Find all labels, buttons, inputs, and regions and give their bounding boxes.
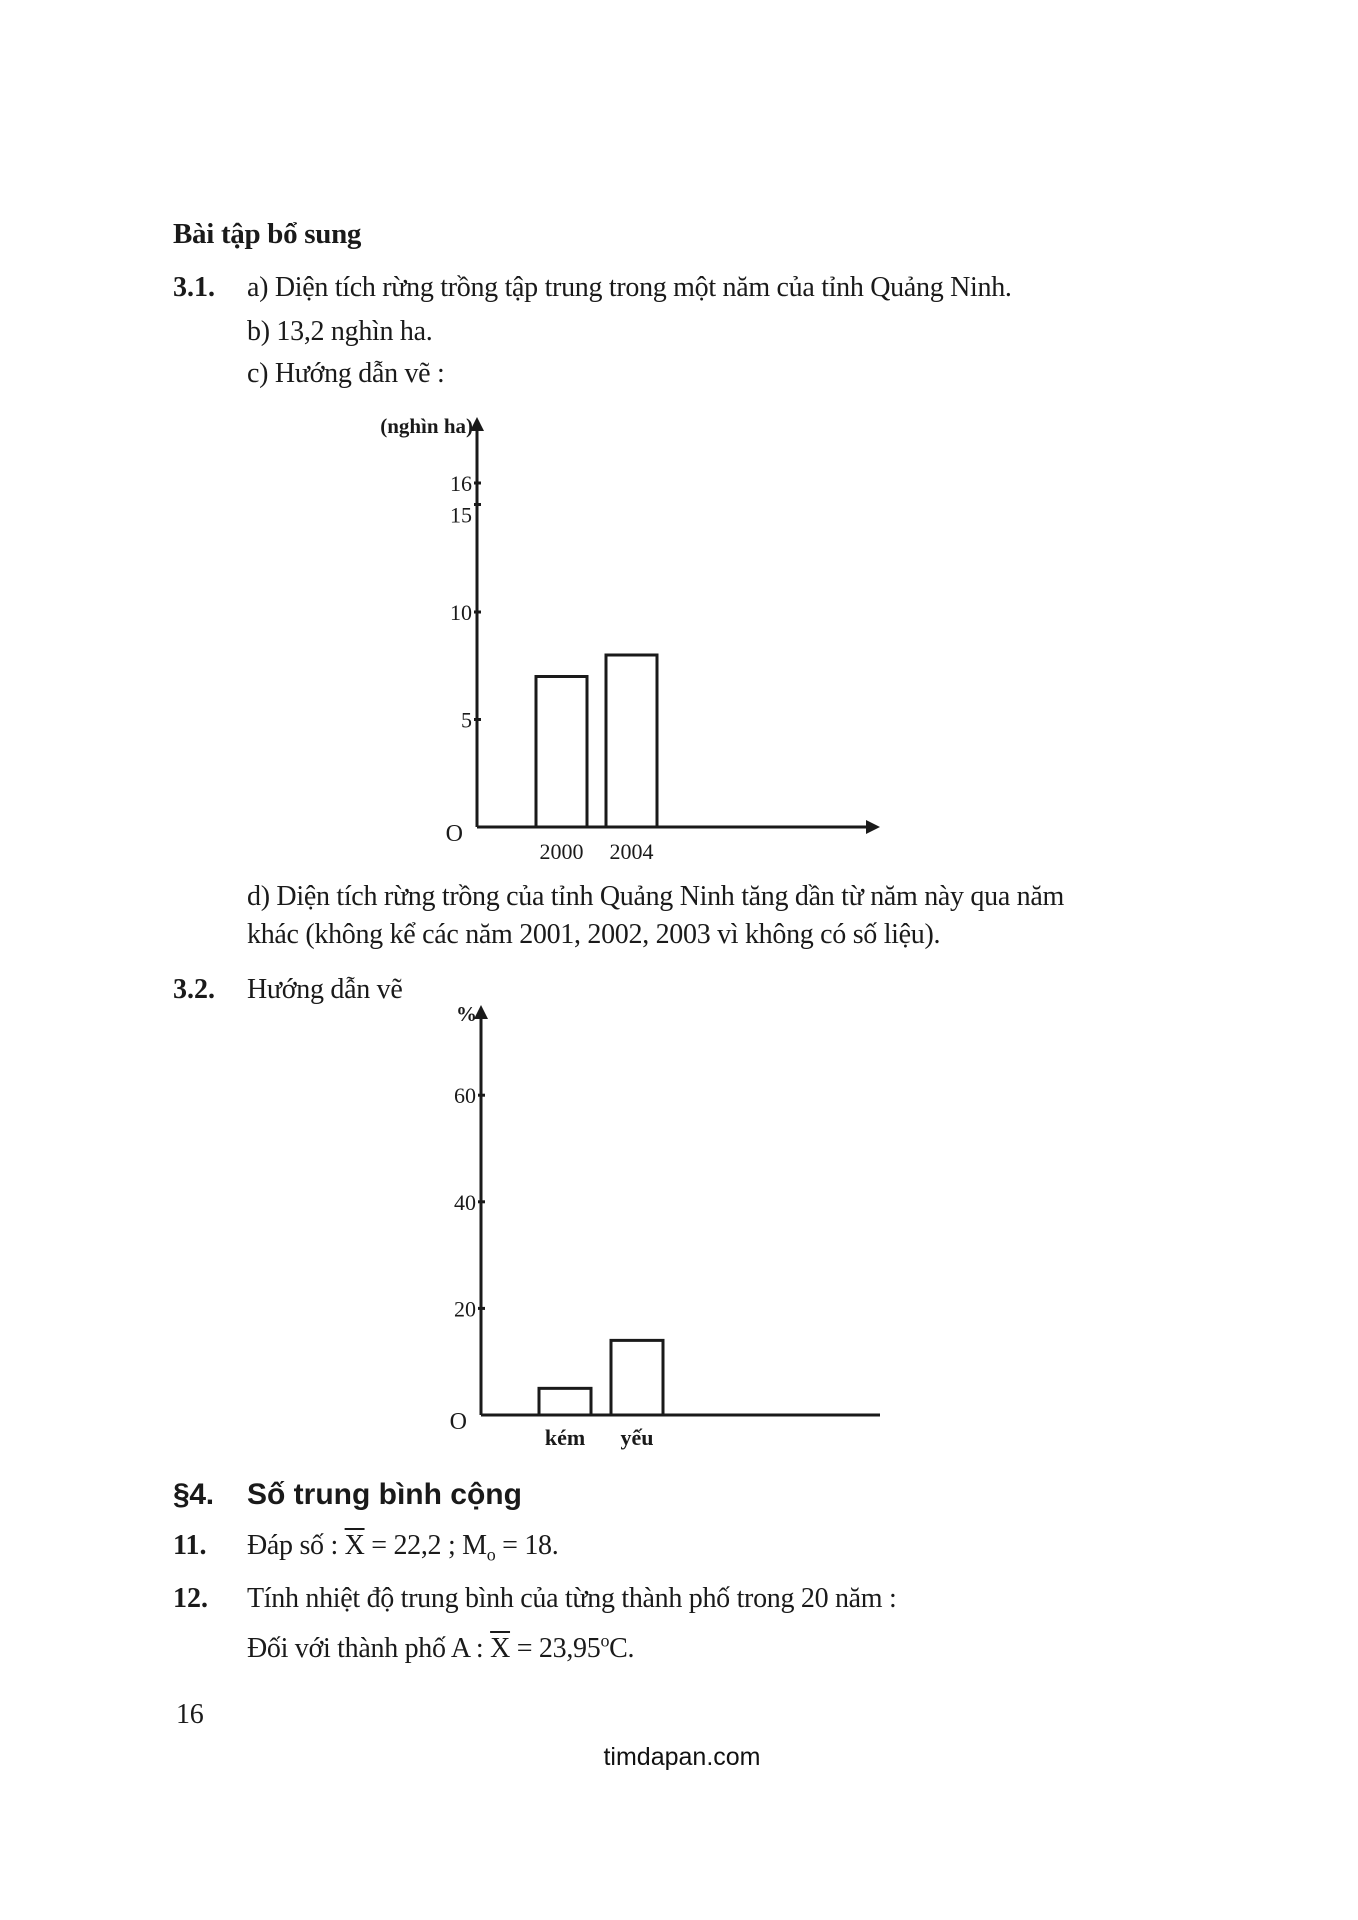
origin-label: O bbox=[445, 821, 463, 847]
origin-label: O bbox=[449, 1409, 467, 1435]
exercise-3-1-a: a) Diện tích rừng trồng tập trung trong một năm của tỉnh Quảng Ninh. bbox=[247, 272, 1012, 303]
x-tick-label: kém bbox=[544, 1425, 586, 1450]
y-tick-label: 16 bbox=[450, 471, 472, 496]
mode-subscript: o bbox=[486, 1544, 496, 1565]
bar bbox=[606, 655, 657, 827]
mode-value: = 18. bbox=[495, 1530, 559, 1561]
y-tick-label: 15 bbox=[450, 502, 472, 528]
exercise-3-1-c: c) Hướng dẫn vẽ : bbox=[247, 358, 445, 389]
exercise-11-answer bbox=[247, 1529, 558, 1563]
watermark[interactable]: timdapan.com bbox=[603, 1743, 761, 1771]
temperature-unit: C. bbox=[609, 1633, 635, 1664]
mean-value: = 22,2 ; M bbox=[364, 1530, 487, 1561]
x-tick-label: 2000 bbox=[539, 839, 584, 864]
bar bbox=[611, 1340, 663, 1415]
exercise-12-line1: Tính nhiệt độ trung bình của từng thành phố trong 20 năm : bbox=[247, 1583, 897, 1614]
y-tick-label: 60 bbox=[454, 1083, 476, 1109]
page-number: 16 bbox=[176, 1699, 204, 1730]
degree-symbol: o bbox=[600, 1630, 610, 1651]
exercise-3-1-b: b) 13,2 nghìn ha. bbox=[247, 316, 433, 347]
section-title: Bài tập bổ sung bbox=[173, 218, 362, 250]
exercise-3-2-text: Hướng dẫn vẽ bbox=[247, 974, 403, 1005]
exercise-12-line2 bbox=[247, 1632, 634, 1666]
bar bbox=[539, 1388, 591, 1415]
x-tick-label: 2004 bbox=[609, 839, 654, 864]
y-axis-label: (nghìn ha) bbox=[380, 414, 473, 438]
y-tick-label: 40 bbox=[454, 1189, 476, 1215]
city-a-prefix: Đối với thành phố A : bbox=[247, 1633, 491, 1664]
mean-temperature: = 23,95 bbox=[510, 1633, 601, 1664]
x-tick-label: yếu bbox=[620, 1425, 654, 1450]
mean-symbol: $\overline{X}$ bbox=[344, 1530, 365, 1561]
y-tick-label: 20 bbox=[454, 1296, 476, 1322]
x-axis-arrow-icon bbox=[866, 820, 880, 834]
y-tick-label: 10 bbox=[450, 600, 472, 625]
y-axis-label: % bbox=[456, 1002, 477, 1026]
exercise-3-1-d-line2: khác (không kể các năm 2001, 2002, 2003 vì không có số liệu). bbox=[247, 919, 941, 950]
section-4-number: §4. bbox=[173, 1478, 214, 1511]
exercise-12-number: 12. bbox=[173, 1583, 208, 1614]
exercise-3-1-d-line1: d) Diện tích rừng trồng của tỉnh Quảng Ninh tăng dần từ năm này qua năm bbox=[247, 881, 1064, 912]
exercise-3-1-number: 3.1. bbox=[173, 272, 215, 303]
exercise-3-2-number: 3.2. bbox=[173, 974, 215, 1005]
exercise-11-number: 11. bbox=[173, 1530, 207, 1561]
section-4-title: Số trung bình cộng bbox=[247, 1478, 522, 1511]
y-tick-label: 5 bbox=[461, 707, 472, 733]
bar bbox=[536, 677, 587, 828]
mean-symbol: $\overline{X}$ bbox=[490, 1633, 511, 1664]
answer-prefix: Đáp số : bbox=[247, 1530, 345, 1561]
